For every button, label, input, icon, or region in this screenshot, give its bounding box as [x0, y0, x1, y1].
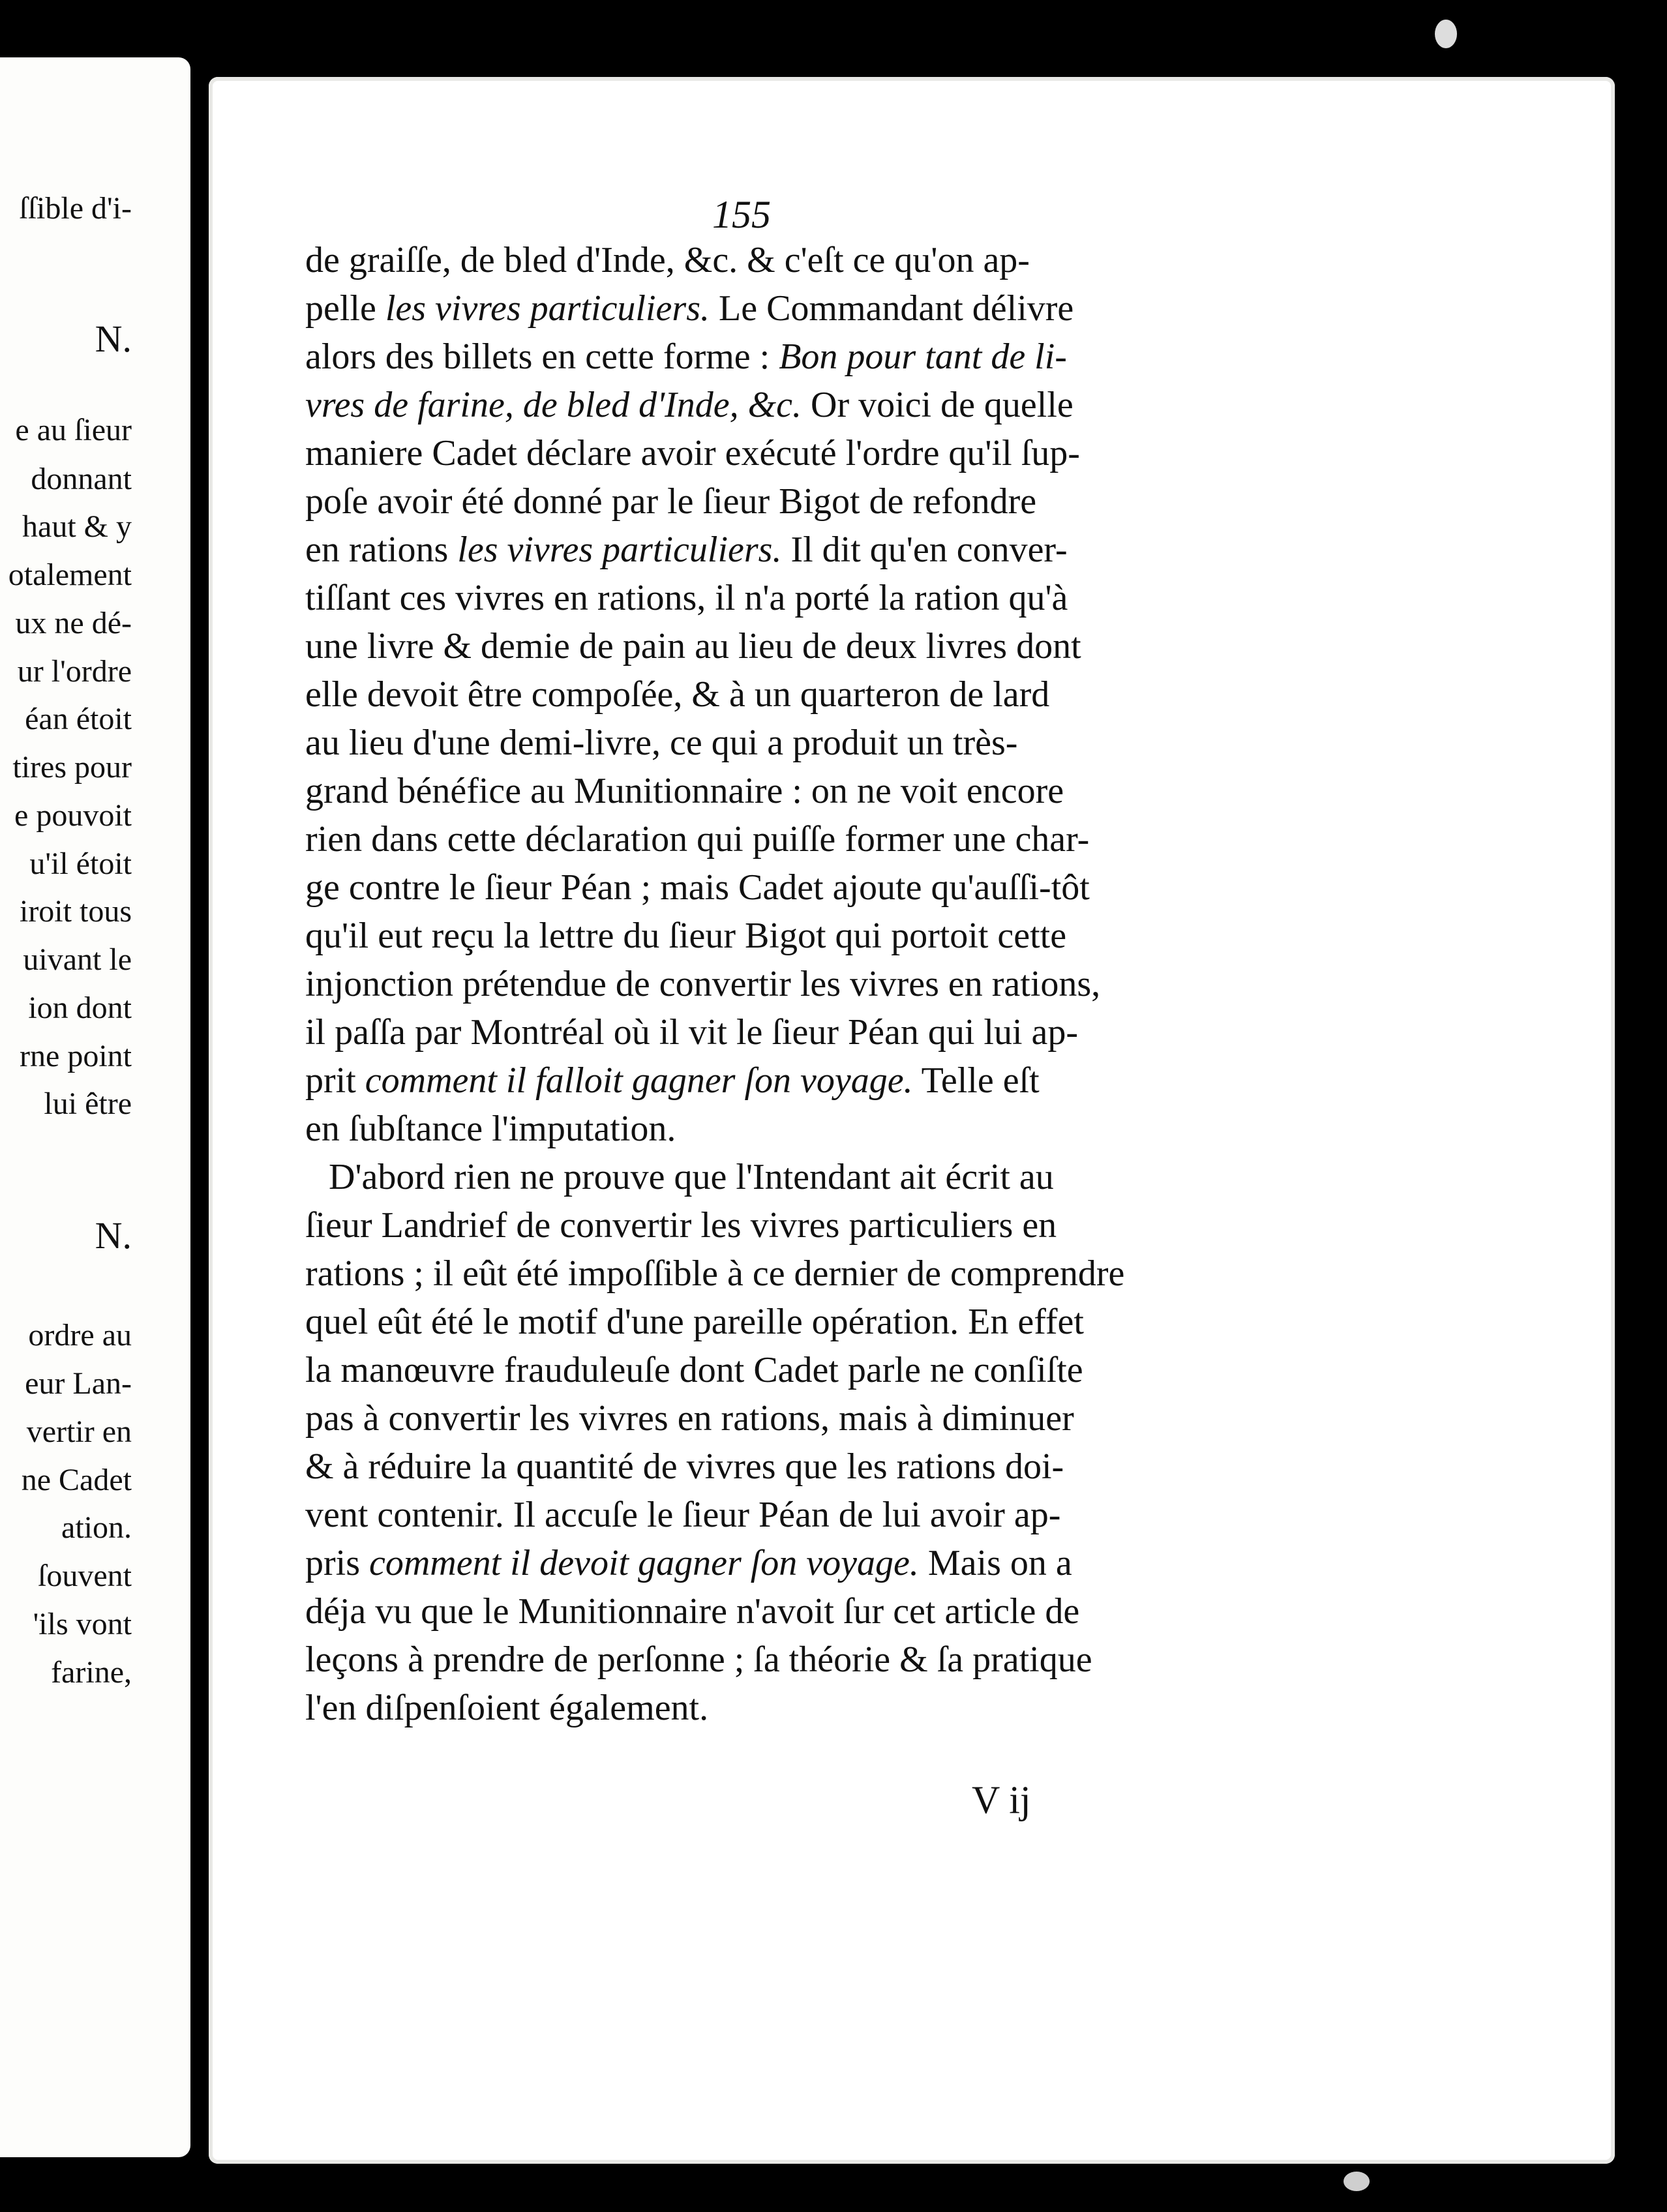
- text-line: [305, 381, 1218, 429]
- left-page-line: haut & y: [22, 509, 132, 544]
- text-run: Le Commandant délivre: [710, 288, 1074, 329]
- text-run: alors des billets en cette forme :: [305, 336, 779, 377]
- text-line: [305, 429, 1218, 477]
- italic-text-run: les vivres particuliers.: [457, 530, 782, 570]
- left-page-fragment: [0, 57, 190, 2157]
- left-page-heading: N.: [95, 318, 132, 360]
- left-page-line: ion dont: [28, 991, 132, 1025]
- text-run: Or voici de quelle: [802, 385, 1074, 425]
- text-line: [305, 719, 1218, 767]
- text-line: [305, 1249, 1218, 1298]
- dust-speck: [1344, 2172, 1370, 2191]
- text-line: [305, 815, 1218, 863]
- italic-text-run: les vivres particuliers.: [385, 288, 710, 329]
- text-run: qu'il eut reçu la lettre du ſieur Bigot qui portoit cette: [305, 916, 1067, 956]
- text-line: [305, 1056, 1218, 1105]
- text-line: [305, 670, 1218, 719]
- text-line: [305, 574, 1218, 622]
- text-run: vent contenir. Il accuſe le ſieur Péan de lui avoir ap-: [305, 1495, 1061, 1535]
- text-line: [305, 284, 1218, 333]
- left-page-line: ation.: [61, 1510, 132, 1545]
- text-run: grand bénéfice au Munitionnaire : on ne voit encore: [305, 771, 1064, 811]
- left-page-line: e au ſieur: [15, 413, 132, 447]
- text-run: il paſſa par Montréal où il vit le ſieur Péan qui lui ap-: [305, 1012, 1079, 1053]
- text-line: [305, 1539, 1218, 1587]
- text-run: prit: [305, 1060, 365, 1101]
- text-run: de graiſſe, de bled d'Inde, &c. & c'eſt ce qu'on ap-: [305, 240, 1030, 280]
- text-run: Mais on a: [918, 1543, 1072, 1583]
- left-page-line: ſouvent: [38, 1559, 132, 1593]
- text-run: & à réduire la quantité de vivres que les rations doi-: [305, 1446, 1064, 1487]
- text-run: rien dans cette déclaration qui puiſſe former une char-: [305, 819, 1090, 859]
- text-run: au lieu d'une demi-livre, ce qui a produit un très-: [305, 723, 1018, 763]
- left-page-line: ux ne dé-: [15, 606, 132, 640]
- left-page-line: farine,: [51, 1655, 132, 1690]
- text-run: D'abord rien ne prouve que l'Intendant ait écrit au: [329, 1157, 1054, 1197]
- left-page-line: donnant: [31, 462, 132, 496]
- italic-text-run: vres de farine, de bled d'Inde, &c.: [305, 385, 802, 425]
- left-page-line: lui être: [44, 1086, 132, 1121]
- page-body-text: [305, 236, 1218, 1732]
- left-page-line: uivant le: [23, 942, 132, 977]
- italic-text-run: comment il falloit gagner ſon voyage.: [365, 1060, 913, 1101]
- left-page-line: 'ils vont: [33, 1607, 132, 1641]
- text-run: pelle: [305, 288, 385, 329]
- text-line: [305, 1684, 1218, 1732]
- page-number: 155: [712, 193, 771, 236]
- italic-text-run: Bon pour tant de li-: [779, 336, 1067, 377]
- text-run: une livre & demie de pain au lieu de deux livres dont: [305, 626, 1081, 666]
- left-page-line: iroit tous: [19, 894, 132, 929]
- text-run: pris: [305, 1543, 369, 1583]
- text-run: injonction prétendue de convertir les vivres en rations,: [305, 964, 1101, 1004]
- text-line: [305, 622, 1218, 670]
- text-line: [305, 1008, 1218, 1056]
- italic-text-run: comment il devoit gagner ſon voyage.: [369, 1543, 919, 1583]
- left-page-line: éan étoit: [25, 702, 132, 736]
- left-page-line: tires pour: [12, 750, 132, 785]
- text-run: en rations: [305, 530, 458, 570]
- left-page-line: eur Lan-: [25, 1366, 132, 1401]
- text-run: maniere Cadet déclare avoir exécuté l'ordre qu'il ſup-: [305, 433, 1080, 473]
- text-run: Telle eſt: [912, 1060, 1040, 1101]
- text-run: quel eût été le motif d'une pareille opération. En effet: [305, 1302, 1084, 1342]
- text-run: pas à convertir les vivres en rations, mais à diminuer: [305, 1398, 1074, 1439]
- text-line: [305, 1394, 1218, 1442]
- text-run: la manœuvre frauduleuſe dont Cadet parle ne conſiſte: [305, 1350, 1083, 1390]
- dust-speck: [1435, 20, 1457, 48]
- text-run: Il dit qu'en conver-: [781, 530, 1068, 570]
- text-run: poſe avoir été donné par le ſieur Bigot de refondre: [305, 481, 1037, 522]
- text-run: déja vu que le Munitionnaire n'avoit ſur cet article de: [305, 1591, 1080, 1632]
- text-line: [305, 960, 1218, 1008]
- text-run: l'en diſpenſoient également.: [305, 1688, 709, 1728]
- left-page-heading: N.: [95, 1214, 132, 1257]
- left-page-line: rne point: [20, 1039, 132, 1073]
- left-page-line: vertir en: [26, 1414, 132, 1449]
- left-page-line: e pouvoit: [14, 798, 132, 833]
- left-page-line: ſſible d'i-: [19, 191, 132, 226]
- left-page-line: ordre au: [28, 1318, 132, 1353]
- text-line: [305, 526, 1218, 574]
- text-line: [305, 333, 1218, 381]
- text-line: [305, 236, 1218, 284]
- text-line: [305, 1201, 1218, 1249]
- text-run: leçons à prendre de perſonne ; ſa théorie & ſa pratique: [305, 1639, 1092, 1680]
- text-line: [305, 1442, 1218, 1491]
- text-line: [305, 767, 1218, 815]
- left-page-line: u'il étoit: [29, 846, 132, 881]
- signature-mark: V ij: [972, 1778, 1031, 1821]
- text-run: rations ; il eût été impoſſible à ce dernier de comprendre: [305, 1253, 1125, 1294]
- text-line: [305, 477, 1218, 526]
- left-page-line: ne Cadet: [21, 1463, 132, 1497]
- text-run: ge contre le ſieur Péan ; mais Cadet ajoute qu'auſſi-tôt: [305, 867, 1090, 908]
- text-run: ſieur Landrief de convertir les vivres particuliers en: [305, 1205, 1057, 1246]
- text-run: elle devoit être compoſée, & à un quarteron de lard: [305, 674, 1050, 715]
- text-line: [305, 1587, 1218, 1636]
- text-line: [305, 1491, 1218, 1539]
- text-line: [305, 912, 1218, 960]
- text-run: en ſubſtance l'imputation.: [305, 1109, 676, 1149]
- text-line: [305, 1153, 1218, 1201]
- text-run: tiſſant ces vivres en rations, il n'a porté la ration qu'à: [305, 578, 1068, 618]
- left-page-line: ur l'ordre: [17, 654, 132, 689]
- text-line: [305, 1636, 1218, 1684]
- left-page-line: otalement: [8, 558, 132, 592]
- text-line: [305, 863, 1218, 912]
- text-line: [305, 1346, 1218, 1394]
- text-line: [305, 1105, 1218, 1153]
- text-line: [305, 1298, 1218, 1346]
